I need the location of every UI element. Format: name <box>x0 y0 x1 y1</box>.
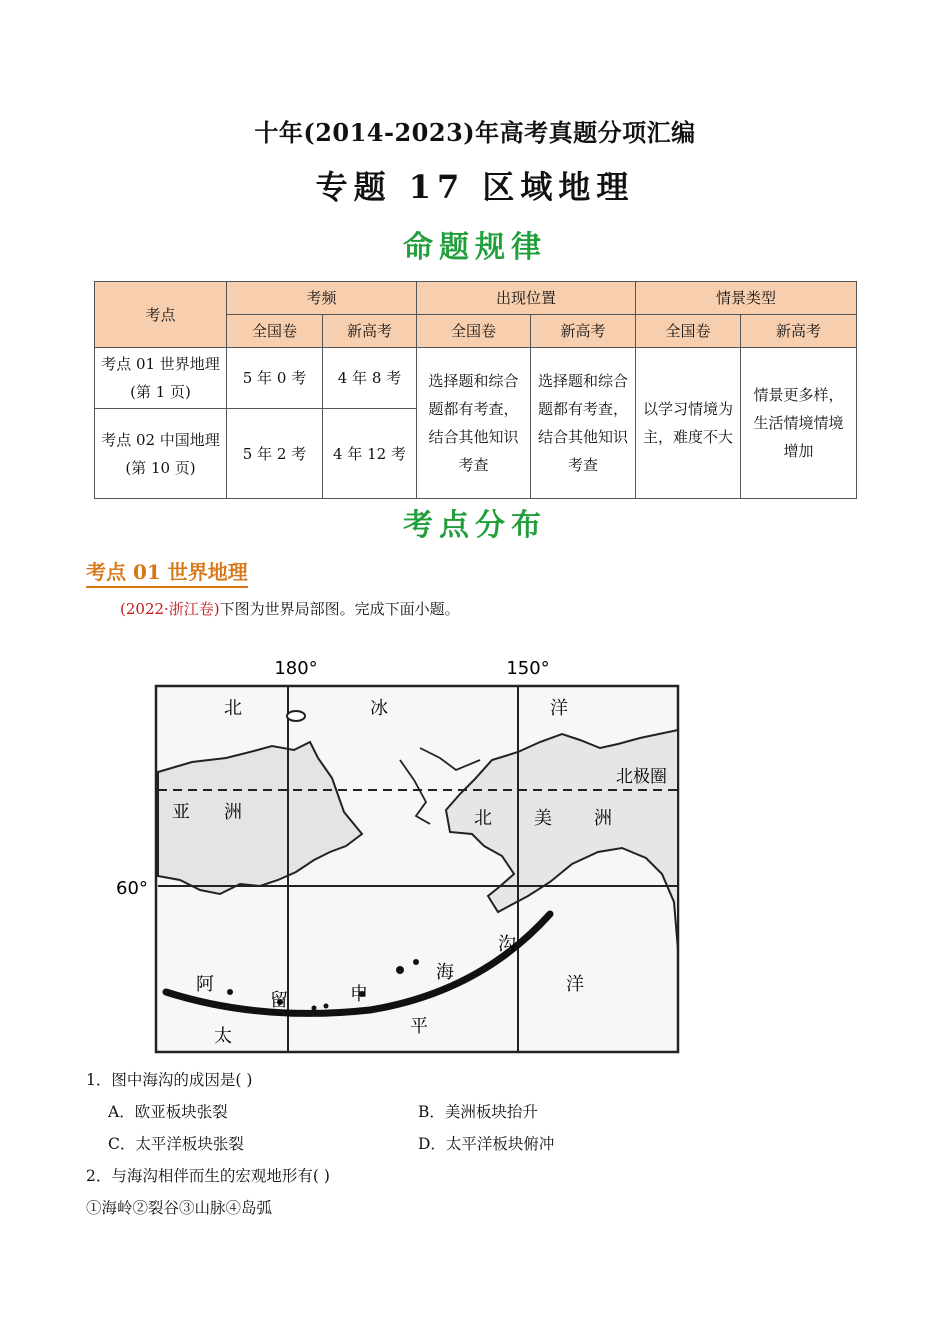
trench-label: 阿 <box>196 974 214 995</box>
document-title: 十年(2014-2023)年高考真题分项汇编 <box>254 118 696 147</box>
table-cell-position-new: 选择题和综合题都有考查，结合其他知识考查 <box>531 348 636 499</box>
table-cell-freq-new: 4 年 12 考 <box>323 409 417 499</box>
asia-label: 洲 <box>224 802 242 823</box>
sub-national: 全国卷 <box>227 315 323 348</box>
table-cell-freq-national: 5 年 0 考 <box>227 348 323 409</box>
table-cell-topic: 考点 01 世界地理(第 1 页) <box>95 348 227 409</box>
trench-label: 海 <box>436 962 454 983</box>
question-1-option-d[interactable]: D．太平洋板块俯冲 <box>418 1135 555 1153</box>
trench-label: 留 <box>270 990 288 1011</box>
header-kaodian: 考点 <box>95 282 227 348</box>
table-cell-scene-national: 以学习情境为主，难度不大 <box>636 348 741 499</box>
asia-label: 亚 <box>172 802 190 823</box>
table-cell-topic: 考点 02 中国地理(第 10 页) <box>95 409 227 499</box>
question-1-option-c[interactable]: C．太平洋板块张裂 <box>108 1135 244 1153</box>
north-america-label: 美 <box>534 808 552 829</box>
section1-heading: 考点 01 世界地理 <box>86 556 248 588</box>
source-tag: (2022·浙江卷) <box>120 600 220 618</box>
lat-60-label: 60° <box>116 878 148 899</box>
rules-table <box>94 281 857 499</box>
sub-new: 新高考 <box>323 315 417 348</box>
section-distribution-heading: 考点分布 <box>403 508 547 543</box>
header-kaopin: 考频 <box>227 282 417 315</box>
table-cell-scene-new: 情景更多样，生活情境情境增加 <box>741 348 857 499</box>
question-1-option-a[interactable]: A．欧亚板块张裂 <box>108 1103 228 1121</box>
question-2-stem: 2．与海沟相伴而生的宏观地形有( ) <box>86 1167 330 1185</box>
question-2-items: ①海岭②裂谷③山脉④岛弧 <box>86 1199 273 1217</box>
pacific-label: 洋 <box>566 974 584 995</box>
table-cell-position-national: 选择题和综合题都有考查，结合其他知识考查 <box>417 348 531 499</box>
header-position: 出现位置 <box>417 282 636 315</box>
header-scene: 情景类型 <box>636 282 857 315</box>
arctic-ocean-label: 冰 <box>370 698 388 719</box>
question-intro <box>120 598 460 619</box>
trench-label: 沟 <box>498 934 516 955</box>
question-1-option-b[interactable]: B．美洲板块抬升 <box>418 1103 538 1121</box>
sub-new: 新高考 <box>531 315 636 348</box>
table-cell-freq-new: 4 年 8 考 <box>323 348 417 409</box>
table-cell-freq-national: 5 年 2 考 <box>227 409 323 499</box>
trench-label: 申 <box>350 984 368 1005</box>
world-partial-map <box>100 650 690 1060</box>
section-rules-heading: 命题规律 <box>403 230 547 265</box>
arctic-island <box>287 711 305 721</box>
lon-180-label: 180° <box>274 658 318 679</box>
north-america-label: 洲 <box>594 808 612 829</box>
pacific-label: 平 <box>410 1016 428 1037</box>
sub-national: 全国卷 <box>636 315 741 348</box>
north-america-label: 北 <box>474 808 492 829</box>
topic-title: 专题 17 区域地理 <box>315 168 635 206</box>
arctic-ocean-label: 洋 <box>550 698 568 719</box>
pacific-label: 太 <box>214 1026 232 1047</box>
sub-national: 全国卷 <box>417 315 531 348</box>
question-1-stem: 1．图中海沟的成因是( ) <box>86 1071 253 1089</box>
intro-text: 下图为世界局部图。完成下面小题。 <box>219 600 460 618</box>
lon-150-label: 150° <box>506 658 550 679</box>
arctic-ocean-label: 北 <box>224 698 242 719</box>
sub-new: 新高考 <box>741 315 857 348</box>
arctic-circle-label: 北极圈 <box>616 767 667 787</box>
